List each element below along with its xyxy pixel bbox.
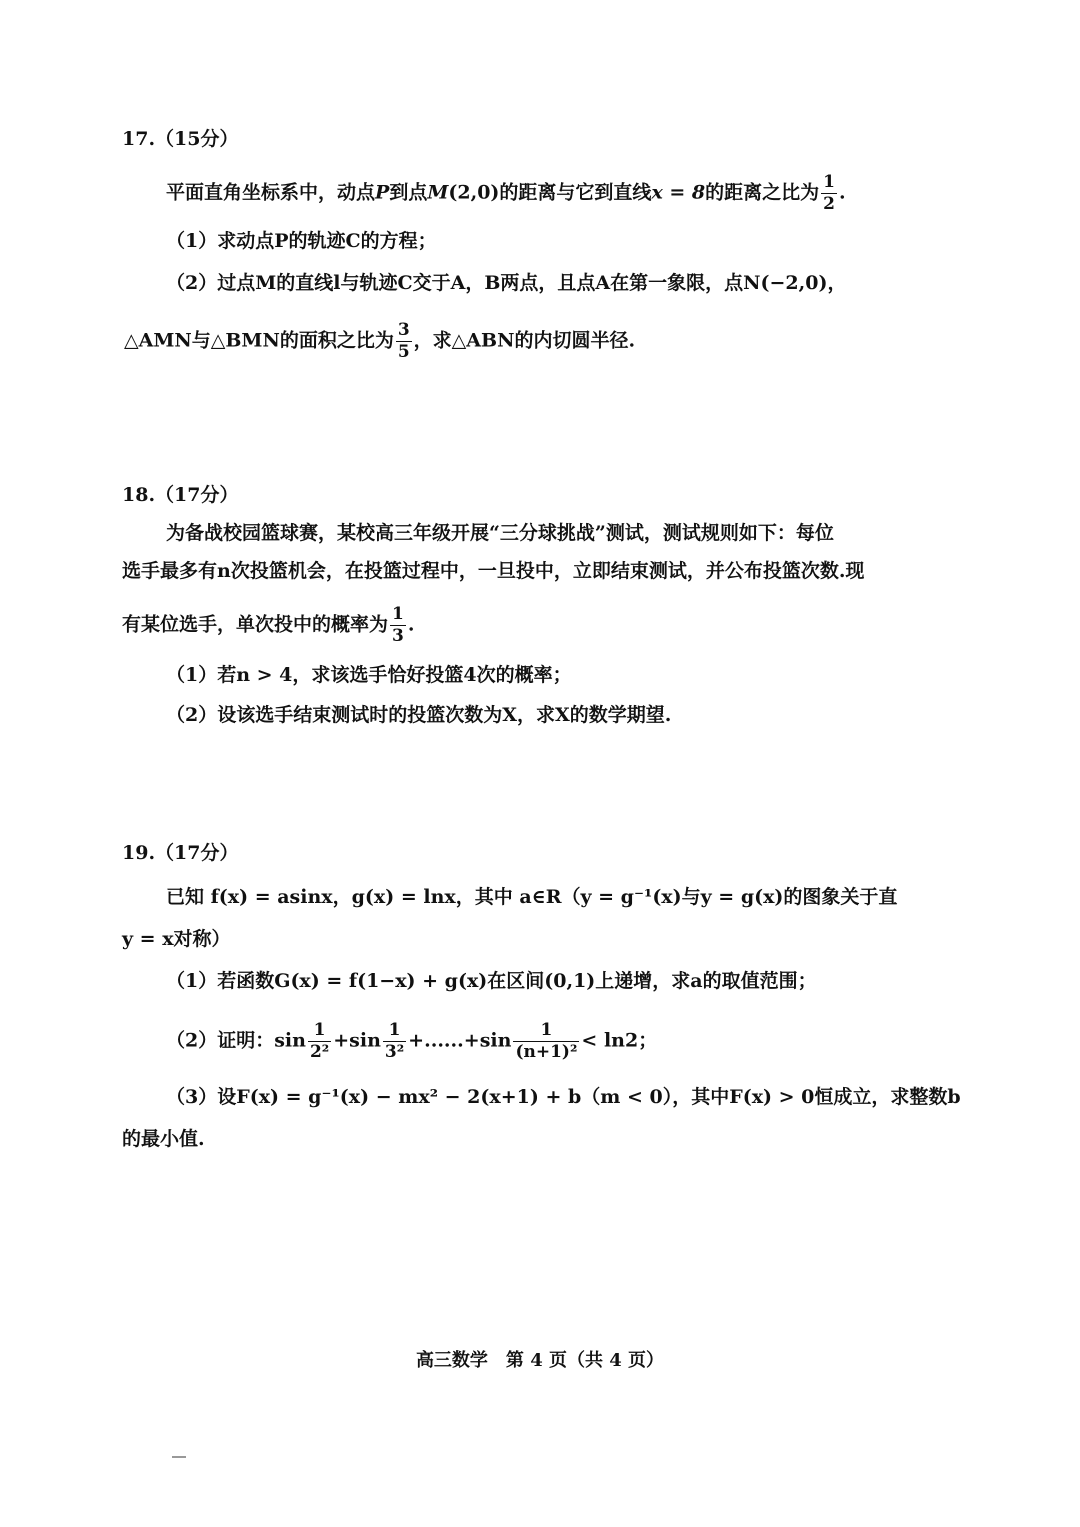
scan-mark <box>172 1456 186 1458</box>
q18-line1: 为备战校园篮球赛，某校高三年级开展“三分球挑战”测试，测试规则如下：每位 <box>166 522 834 544</box>
q17-part2-cont: △AMN与△BMN的面积之比为 $\frac{3}{5}$ ，求△ABN的内切圆半径. <box>124 320 636 362</box>
fraction-one-third: $\frac{1}{3}$ <box>392 604 404 646</box>
q18-line2: 选手最多有n次投篮机会，在投篮过程中，一旦投中，立即结束测试，并公布投篮次数.现 <box>122 560 865 582</box>
q19-line2: y = x对称） <box>122 928 231 950</box>
q17-part2: （2）过点M的直线l与轨迹C交于A，B两点，且点A在第一象限，点N(−2,0)， <box>166 272 847 294</box>
q19-line1: 已知 f(x) = asinx，g(x) = lnx，其中 a∈R（y = g⁻¹(x)与y = g(x)的图象关于直 <box>166 886 898 908</box>
q19-header: 19.（17分） <box>122 842 239 864</box>
q17-stem: 平面直角坐标系中，动点P到点M(2,0)的距离与它到直线x = 8的距离之比为 $\frac{1}{2}$ . <box>166 172 846 214</box>
q19-part1: （1）若函数G(x) = f(1−x) + g(x)在区间(0,1)上递增，求a的取值范围； <box>166 970 817 992</box>
q18-header: 18.（17分） <box>122 484 239 506</box>
page-footer: 高三数学 第 4 页（共 4 页） <box>415 1350 665 1371</box>
q18-line3: 有某位选手，单次投中的概率为 $\frac{1}{3}$ . <box>122 604 415 646</box>
q18-part2: （2）设该选手结束测试时的投篮次数为X，求X的数学期望. <box>166 704 672 726</box>
q17-part1: （1）求动点P的轨迹C的方程； <box>166 230 437 252</box>
fraction-three-fifths: $\frac{3}{5}$ <box>397 320 410 362</box>
fraction-1-over-3-squared: $\frac{1}{\text{3²}}$ <box>384 1020 405 1062</box>
fraction-one-half: $\frac{1}{2}$ <box>823 172 835 214</box>
q17-header: 17.（15分） <box>122 128 239 150</box>
fraction-1-over-2-squared: $\frac{1}{\text{2²}}$ <box>309 1020 330 1062</box>
fraction-1-over-n-plus-1-squared: $\frac{1}{\text{(n+1)²}}$ <box>515 1020 578 1062</box>
q19-part3: （3）设F(x) = g⁻¹(x) − mx² − 2(x+1) + b（m < 0），其中F(x) > 0恒成立，求整数b <box>166 1086 961 1108</box>
q19-part2: （2）证明：sin $\frac{1}{\text{2²}}$ +sin $\frac{1}{\text{3²}}$ +......+sin $\frac{1}{\text{(n+1)²}}$ < ln2； <box>166 1020 658 1062</box>
q18-part1: （1）若n > 4，求该选手恰好投篮4次的概率； <box>166 664 572 686</box>
q19-part3-cont: 的最小值. <box>122 1128 205 1150</box>
